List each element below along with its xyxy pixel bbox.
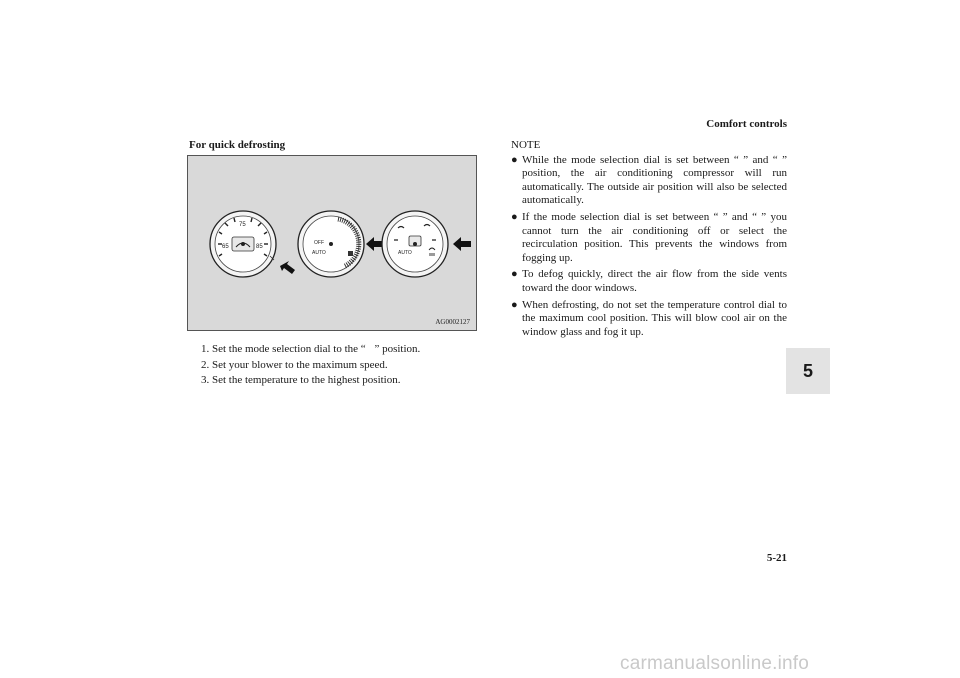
- instruction-steps: [201, 342, 491, 389]
- bullet-icon: ●: [511, 298, 518, 311]
- temp-mark-low: 65: [222, 244, 229, 250]
- climate-control-illustration: [188, 156, 476, 330]
- step-3: 3. Set the temperature to the highest position.: [201, 374, 401, 386]
- step-1: 1. Set the mode selection dial to the “ ” position.: [201, 343, 421, 355]
- page-number: 5-21: [766, 552, 787, 564]
- note-item: [511, 268, 787, 295]
- bullet-icon: ●: [511, 210, 518, 223]
- running-header: Comfort controls: [706, 118, 787, 130]
- blower-auto-label: AUTO: [312, 250, 326, 256]
- note-text: If the mode selection dial is set between “ ” and “ ” you cannot turn the air conditioning off or select the recirculation position. This prevents the windows from fogging up.: [522, 210, 787, 264]
- note-text: When defrosting, do not set the temperature control dial to the maximum cool position. This will blow cool air on the window glass and fog it up.: [522, 298, 787, 338]
- temp-mark-high: 85: [256, 244, 263, 250]
- note-item: [511, 211, 787, 265]
- chapter-tab: 5: [786, 348, 830, 394]
- temp-mark-mid: 75: [239, 222, 246, 228]
- section-heading: For quick defrosting: [189, 139, 286, 151]
- figure-panel: [187, 155, 477, 331]
- bullet-icon: ●: [511, 268, 518, 281]
- note-text: While the mode selection dial is set between “ ” and “ ” position, the air conditioning compressor will run automatically. The outside air position will also be selected automatically.: [522, 153, 787, 207]
- figure-code: AG0002127: [435, 318, 470, 326]
- note-text: To defog quickly, direct the air flow from the side vents toward the door windows.: [522, 268, 787, 294]
- mode-dial: [382, 211, 448, 277]
- pointer-arrow-left: [280, 261, 295, 274]
- bullet-icon: ●: [511, 153, 518, 166]
- pointer-arrow-middle: [366, 237, 384, 251]
- blower-dial: [298, 211, 364, 277]
- note-block: [511, 139, 787, 342]
- temperature-dial: [210, 211, 276, 277]
- mode-auto-label: AUTO: [398, 250, 412, 256]
- note-item: [511, 154, 787, 208]
- blower-off-label: OFF: [314, 240, 324, 246]
- note-title: NOTE: [511, 139, 541, 151]
- note-item: [511, 299, 787, 340]
- watermark: carmanualsonline.info: [620, 653, 810, 674]
- step-2: 2. Set your blower to the maximum speed.: [201, 358, 388, 371]
- pointer-arrow-right: [453, 237, 471, 251]
